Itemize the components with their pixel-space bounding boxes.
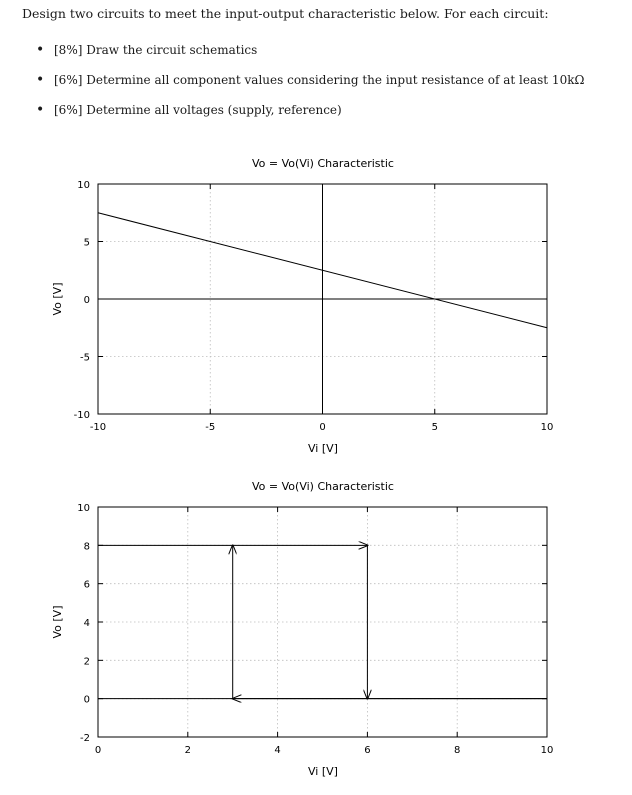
y-tick-label: -5 [80,352,90,364]
y-tick-label: 6 [83,579,90,591]
x-tick-label: 0 [94,745,102,756]
x-tick-label: -5 [205,422,216,433]
y-axis-label: Vo [V] [51,282,64,316]
chart-title: Vo = Vo(Vi) Characteristic [252,480,394,493]
requirement-text: [8%] Draw the circuit schematics [54,43,258,57]
bullet-icon: • [36,42,45,58]
ticks [77,503,553,756]
ticks [74,180,554,433]
x-tick-label: 10 [540,422,554,433]
y-axis-label: Vo [V] [51,605,64,639]
y-tick-label: 2 [83,656,90,668]
chart-title: Vo = Vo(Vi) Characteristic [252,157,394,170]
x-tick-label: -10 [89,422,107,433]
x-tick-label: 2 [184,745,191,756]
x-tick-label: 5 [431,422,438,433]
x-axis-label: Vi [V] [308,765,338,778]
y-tick-label: 5 [83,237,90,249]
y-tick-label: 0 [83,694,90,706]
x-tick-label: 6 [364,745,371,756]
y-tick-label: -2 [80,733,90,744]
y-tick-label: 10 [77,180,90,191]
y-tick-label: 4 [83,618,90,629]
y-tick-label: 8 [83,541,90,553]
y-tick-label: 10 [77,503,90,514]
x-tick-label: 10 [540,745,554,756]
y-tick-label: 0 [83,295,90,306]
x-tick-label: 0 [319,422,326,433]
chart-linear [51,157,553,455]
x-tick-label: 4 [274,745,281,756]
bullet-icon: • [36,102,45,118]
x-tick-label: 8 [454,745,461,756]
grid [98,507,547,737]
requirement-text: [6%] Determine all component values considering the input resistance of at least 10kΩ [54,73,585,87]
requirement-text: [6%] Determine all voltages (supply, reference) [54,103,342,117]
chart-hysteresis [51,480,553,778]
y-tick-label: -10 [73,410,90,421]
x-axis-label: Vi [V] [308,442,338,455]
zero-axes [98,184,547,414]
bullet-icon: • [36,72,45,88]
problem-intro: Design two circuits to meet the input-output characteristic below. For each circuit: [22,6,549,21]
